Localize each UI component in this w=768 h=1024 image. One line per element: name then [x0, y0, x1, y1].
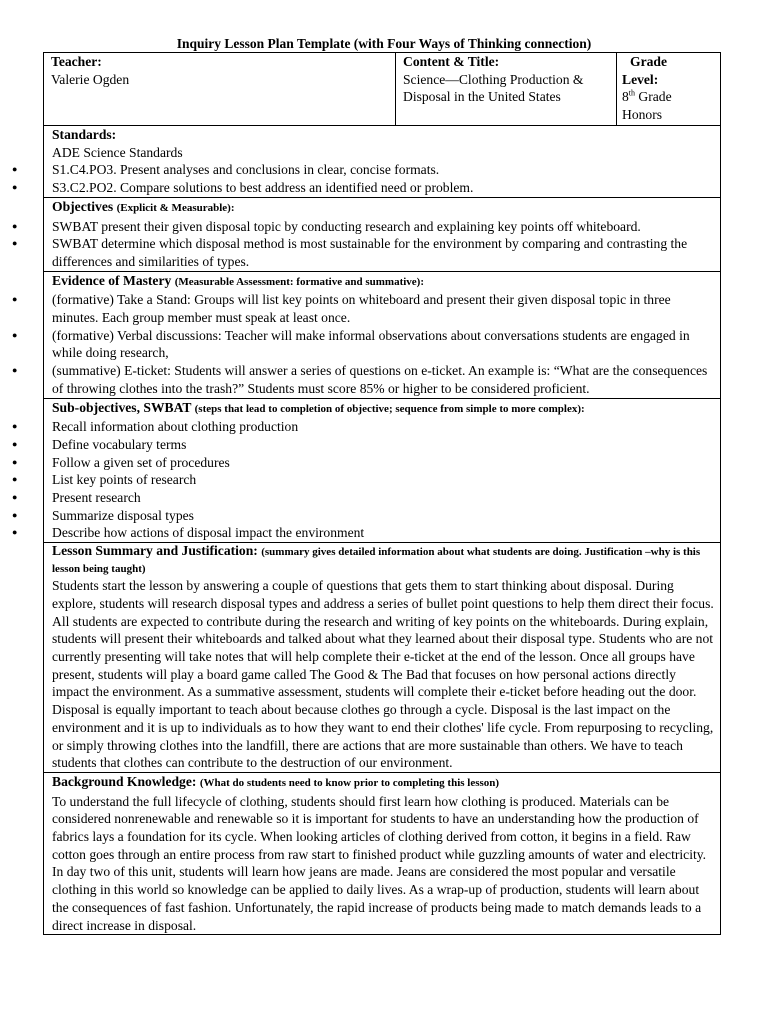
standards-row — [44, 126, 721, 198]
background-row — [44, 772, 721, 934]
content-label: Content & Title: — [403, 54, 500, 69]
grade-value — [622, 88, 716, 106]
list-item: ● Follow a given set of procedures — [52, 454, 716, 472]
content-title: Science—Clothing Production & Disposal in the United States — [403, 71, 584, 105]
summary-heading: Lesson Summary and Justification: — [52, 543, 258, 559]
objectives-list — [52, 218, 716, 271]
subobjectives-heading: Sub-objectives, SWBAT — [52, 399, 192, 415]
standards-cell — [44, 126, 721, 198]
grade-extra: Honors — [622, 107, 663, 123]
list-item: ● Present research — [52, 489, 716, 507]
level-label: Level: — [622, 71, 659, 87]
standards-list — [52, 161, 716, 196]
teacher-cell — [44, 53, 396, 126]
list-item: ● S3.C2.PO2. Compare solutions to best address an identified need or problem. — [52, 179, 716, 197]
background-heading: Background Knowledge: — [52, 773, 197, 789]
background-subheading: (What do students need to know prior to completing this lesson) — [199, 776, 500, 789]
subobjectives-heading-line — [52, 399, 716, 419]
standards-heading: Standards: — [52, 127, 117, 142]
summary-body: Students start the lesson by answering a couple of questions that gets them to start thinking about disposal. During explore, students will research disposal types and address a series of bullet point questions to help them direct their focus. All students are expected to contribute during the research and writing of key points on the whiteboards. During explain, students will present their whiteboards and talked about what they learned about their disposal type. Students who are not currently presenting will take notes that will help complete their e-ticket at the end of the lesson. Once all groups have present, students will play a board game called The Good & The Bad that focuses on how personal actions directly impact the environment. As a summative assessment, students will complete their e-ticket before heading out the door. Disposal is equally important to teach about because clothes go through a cycle. Disposal is the last impact on the environment and it is up to individuals as to how they want to end their clothes' life cycle. From repurposing to recycling, or simply throwing clothes into the landfill, there are actions that are more sustainable than others. We have to teach students that clothes can contribute to the destruction of our environment. — [52, 578, 714, 771]
summary-subheading: (summary gives detailed information about what students are doing. Justification –why is this lesson being taught) — [52, 546, 701, 576]
objectives-subheading: (Explicit & Measurable): — [116, 201, 235, 214]
subobjectives-list — [52, 418, 716, 542]
list-item: ● SWBAT determine which disposal method is most sustainable for the environment by comparing and contrasting the differences and similarities of types. — [52, 235, 716, 270]
list-item: ● Define vocabulary terms — [52, 436, 716, 454]
objectives-heading: Objectives — [52, 198, 114, 214]
list-item: ● List key points of research — [52, 471, 716, 489]
grade-suffix: th — [628, 88, 636, 98]
objectives-heading-line — [52, 198, 716, 218]
content-cell — [396, 53, 617, 126]
lesson-plan-table — [43, 52, 721, 935]
teacher-name: Valerie Ogden — [51, 71, 130, 87]
objectives-cell — [44, 197, 721, 271]
list-item: ● (formative) Take a Stand: Groups will list key points on whiteboard and present their given disposal topic in three minutes. Each group member must speak at least once. — [52, 291, 716, 326]
objectives-row — [44, 197, 721, 271]
background-body: To understand the full lifecycle of clothing, students should first learn how clothing is produced. Materials can be considered nonrenewable and renewable so it is important for students to have an understanding how the production of fabrics lays a foundation for its cycle. When looking articles of clothing derived from cotton, it begins in a field. Raw cotton goes through an entire process from raw start to finished product while guzzling amounts of water and electricity. In day two of this unit, students will learn how jeans are made. Jeans are considered the most popular and versatile clothing in this world so knowledge can be applied to daily lives. As a wrap-up of production, students will learn about the consequences of fast fashion. Unfortunately, the rapid increase of products being made to match demands leads to a direct increase in disposal. — [52, 793, 707, 933]
background-heading-line — [52, 773, 716, 793]
evidence-list — [52, 291, 716, 397]
summary-cell — [44, 543, 721, 773]
list-item: ● (formative) Verbal discussions: Teacher will make informal observations about conversations students are engaged in while doing research, — [52, 327, 716, 362]
list-item: ● Describe how actions of disposal impact the environment — [52, 524, 716, 542]
background-cell — [44, 772, 721, 934]
teacher-label: Teacher: — [51, 54, 102, 69]
evidence-heading-line — [52, 272, 716, 292]
list-item: ● (summative) E-ticket: Students will answer a series of questions on e-ticket. An example is: “What are the consequences of throwing clothes into the trash?” Students must score 85% or higher to be considered proficient. — [52, 362, 716, 397]
list-item: ● Summarize disposal types — [52, 507, 716, 525]
grade-number: 8 — [622, 89, 629, 105]
evidence-heading: Evidence of Mastery — [52, 272, 172, 288]
subobjectives-cell — [44, 398, 721, 543]
subobjectives-row — [44, 398, 721, 543]
evidence-subheading: (Measurable Assessment: formative and summative): — [174, 275, 424, 288]
grade-word: Grade — [635, 89, 672, 105]
grade-cell — [617, 53, 721, 126]
list-item: ● Recall information about clothing production — [52, 418, 716, 436]
summary-row — [44, 543, 721, 773]
evidence-cell — [44, 271, 721, 398]
grade-label: Grade — [630, 54, 667, 69]
subobjectives-subheading: (steps that lead to completion of objective; sequence from simple to more complex): — [194, 402, 585, 415]
page-title: Inquiry Lesson Plan Template (with Four Ways of Thinking connection) — [176, 36, 592, 51]
header-row — [44, 53, 721, 126]
list-item: ● SWBAT present their given disposal topic by conducting research and explaining key points off whiteboard. — [52, 218, 716, 236]
summary-heading-line — [52, 543, 716, 577]
evidence-row — [44, 271, 721, 398]
standards-intro: ADE Science Standards — [52, 144, 183, 160]
list-item: ● S1.C4.PO3. Present analyses and conclusions in clear, concise formats. — [52, 161, 716, 179]
